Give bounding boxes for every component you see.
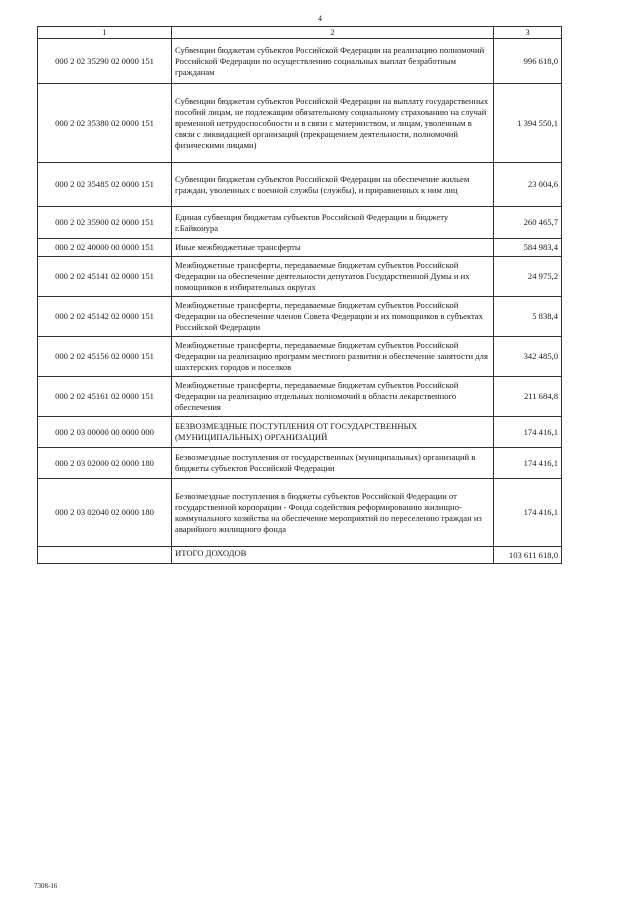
row-amount: 996 618,0 (494, 39, 562, 84)
table-row (38, 417, 562, 448)
table-row (38, 479, 562, 547)
row-amount: 584 983,4 (494, 239, 562, 257)
row-code: 000 2 03 02040 02 0000 180 (38, 479, 172, 547)
row-code: 000 2 02 45141 02 0000 151 (38, 257, 172, 297)
row-description: Единая субвенция бюджетам субъектов Российской Федерации и бюджету г.Байконура (172, 207, 494, 239)
row-description: Иные межбюджетные трансферты (172, 239, 494, 257)
row-description: БЕЗВОЗМЕЗДНЫЕ ПОСТУПЛЕНИЯ ОТ ГОСУДАРСТВЕННЫХ (МУНИЦИПАЛЬНЫХ) ОРГАНИЗАЦИЙ (172, 417, 494, 448)
table-header-row (38, 27, 562, 39)
table-row (38, 239, 562, 257)
table-row (38, 448, 562, 479)
row-amount: 5 838,4 (494, 297, 562, 337)
row-amount: 24 975,2 (494, 257, 562, 297)
row-description: Межбюджетные трансферты, передаваемые бюджетам субъектов Российской Федерации на реализацию отдельных полномочий в области лекарственного обеспечения (172, 377, 494, 417)
row-code: 000 2 02 35485 02 0000 151 (38, 163, 172, 207)
table-row (38, 257, 562, 297)
budget-revenue-table (37, 26, 562, 564)
column-header-description: 2 (172, 27, 494, 39)
table-row (38, 207, 562, 239)
row-code: 000 2 02 40000 00 0000 151 (38, 239, 172, 257)
column-header-amount: 3 (494, 27, 562, 39)
total-amount: 103 611 618,0 (494, 547, 562, 564)
table-row (38, 84, 562, 163)
row-amount: 342 485,0 (494, 337, 562, 377)
row-amount: 174 416,1 (494, 417, 562, 448)
row-amount: 260 465,7 (494, 207, 562, 239)
row-amount: 174 416,1 (494, 479, 562, 547)
total-code-cell (38, 547, 172, 564)
row-description: Межбюджетные трансферты, передаваемые бюджетам субъектов Российской Федерации на реализацию программ местного развития и обеспечение занятости для шахтерских городов и поселков (172, 337, 494, 377)
row-code: 000 2 03 00000 00 0000 000 (38, 417, 172, 448)
table-row (38, 163, 562, 207)
row-description: Субвенции бюджетам субъектов Российской Федерации на выплату государственных пособий лицам, не подлежащим обязательному социальному страхованию на случай временной нетрудоспособности и в связи с материнством, и лицам, уволенным в связи с ликвидацией организаций (прекращением деятельности, полномочий физическими лицами) (172, 84, 494, 163)
page-number: 4 (318, 14, 322, 23)
total-label: ИТОГО ДОХОДОВ (172, 547, 494, 564)
table-row (38, 337, 562, 377)
table-row (38, 39, 562, 84)
total-row (38, 547, 562, 564)
row-description: Субвенции бюджетам субъектов Российской Федерации на обеспечение жильем граждан, уволенных с военной службы (службы), и приравненных к ним лиц (172, 163, 494, 207)
row-amount: 23 004,6 (494, 163, 562, 207)
row-description: Субвенции бюджетам субъектов Российской Федерации на реализацию полномочий Российской Федерации по осуществлению социальных выплат безработным гражданам (172, 39, 494, 84)
row-description: Межбюджетные трансферты, передаваемые бюджетам субъектов Российской Федерации на обеспечение деятельности депутатов Государственной Думы и их помощников в избирательных округах (172, 257, 494, 297)
row-amount: 1 394 550,1 (494, 84, 562, 163)
row-code: 000 2 03 02000 02 0000 180 (38, 448, 172, 479)
row-code: 000 2 02 45156 02 0000 151 (38, 337, 172, 377)
table-row (38, 377, 562, 417)
row-description: Безвозмездные поступления от государственных (муниципальных) организаций в бюджеты субъектов Российской Федерации (172, 448, 494, 479)
row-code: 000 2 02 35380 02 0000 151 (38, 84, 172, 163)
row-amount: 211 684,8 (494, 377, 562, 417)
row-description: Межбюджетные трансферты, передаваемые бюджетам субъектов Российской Федерации на обеспечение членов Совета Федерации и их помощников в субъектах Российской Федерации (172, 297, 494, 337)
row-code: 000 2 02 45161 02 0000 151 (38, 377, 172, 417)
row-code: 000 2 02 45142 02 0000 151 (38, 297, 172, 337)
row-amount: 174 416,1 (494, 448, 562, 479)
table-row (38, 297, 562, 337)
row-code: 000 2 02 35290 02 0000 151 (38, 39, 172, 84)
row-code: 000 2 02 35900 02 0000 151 (38, 207, 172, 239)
column-header-code: 1 (38, 27, 172, 39)
document-footer-code: 7308-16 (34, 882, 58, 890)
row-description: Безвозмездные поступления в бюджеты субъектов Российской Федерации от государственной корпорации - Фонда содействия реформированию жилищно-коммунального хозяйства на обеспечение мероприятий по переселению граждан из аварийного жилищного фонда (172, 479, 494, 547)
